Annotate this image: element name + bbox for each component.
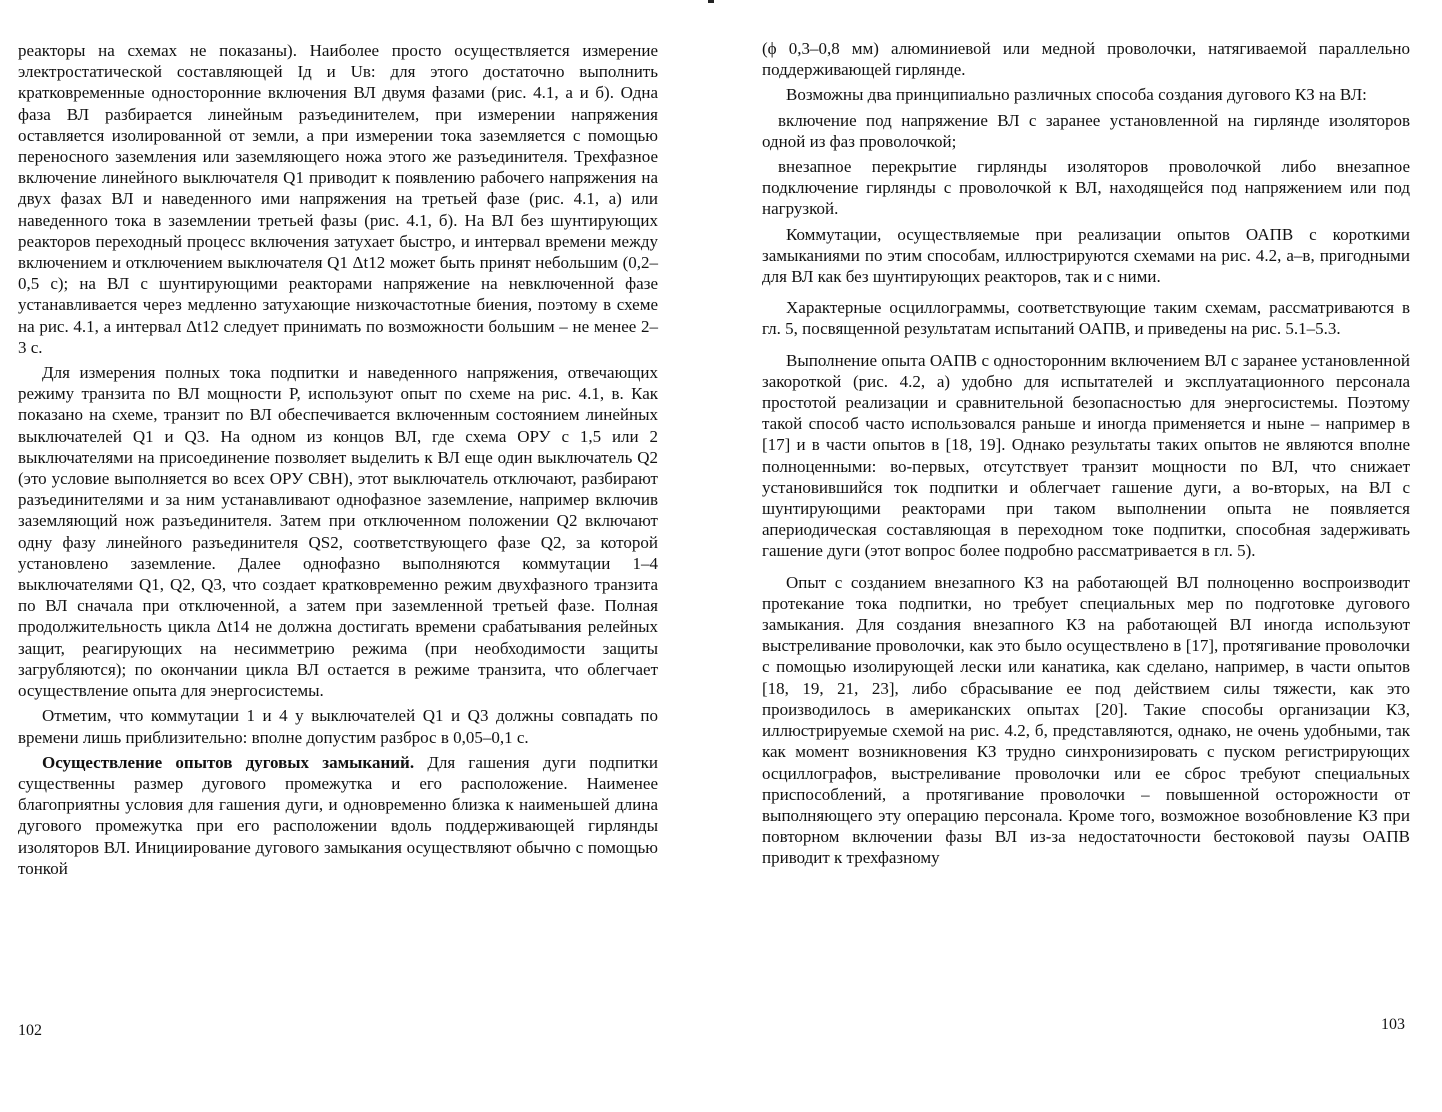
section-heading: Осуществление опытов дуговых замыканий.	[42, 752, 415, 772]
paragraph: Отметим, что коммутации 1 и 4 у выключателей Q1 и Q3 должны совпадать по времени лишь приблизительно: вполне допустим разброс в 0,05–0,1 с.	[18, 706, 658, 747]
paragraph: (ϕ 0,3–0,8 мм) алюминиевой или медной проволочки, натягиваемой параллельно поддерживающей гирлянде.	[762, 39, 1410, 80]
right-page	[762, 38, 1410, 873]
paragraph: Характерные осциллограммы, соответствующие таким схемам, рассматриваются в гл. 5, посвященной результатам испытаний ОАПВ, и приведены на рис. 5.1–5.3.	[762, 298, 1410, 339]
paragraph: Возможны два принципиально различных способа создания дугового КЗ на ВЛ:	[786, 85, 1367, 105]
page-number-left: 102	[18, 1022, 42, 1039]
paragraph: Выполнение опыта ОАПВ с односторонним включением ВЛ с заранее установленной закороткой (рис. 4.2, а) удобно для испытателей и эксплуатационного персонала простотой реализации и сравнительной безопасностью для энергосистемы. Поэтому такой способ часто использовался раньше и иногда применяется и ныне – например в [17] и в части опытов в [18, 19]. Однако результаты таких опытов не являются вполне полноценными: во-первых, отсутствует транзит мощности по ВЛ, что снижает установившийся ток подпитки и облегчает гашение дуги, а во-вторых, на ВЛ с шунтирующими реакторами при таком выполнении опыта не появляется апериодическая составляющая в переходном токе подпитки, способная задерживать гашение дуги (этот вопрос более подробно рассматривается в гл. 5).	[762, 350, 1410, 561]
page-number-right: 103	[1381, 1016, 1405, 1033]
paragraph: Коммутации, осуществляемые при реализации опытов ОАПВ с короткими замыканиями по этим способам, иллюстрируются схемами на рис. 4.2, а–в, пригодными для ВЛ как без шунтирующих реакторов, так и с ними.	[762, 224, 1410, 287]
list-item: внезапное перекрытие гирлянды изоляторов проволочкой либо внезапное подключение гирлянды с проволочкой к ВЛ, находящейся под напряжением или под нагрузкой.	[762, 157, 1410, 219]
list-item: включение под напряжение ВЛ с заранее установленной на гирлянде изоляторов одной из фаз проволочкой;	[762, 110, 1410, 151]
paragraph: Для измерения полных тока подпитки и наведенного напряжения, отвечающих режиму транзита по ВЛ мощности P, используют опыт по схеме на рис. 4.1, в. Как показано на схеме, транзит по ВЛ обеспечивается включенным состоянием линейных выключателей Q1 и Q3. На одном из концов ВЛ, где схема ОРУ с 1,5 или 2 выключателями на присоединение позволяет выделить к ВЛ еще один выключатель Q2 (это условие выполняется во всех ОРУ СВН), этот выключатель отключают, разбирают разъединителями и за ним устанавливают однофазное заземление, например включив заземляющий нож разъединителя. Затем при отключенном положении Q2 включают одну фазу линейного разъединителя QS2, соответствующего фазе Q2, за которой установлено заземление. Далее однофазно выполняются коммутации 1–4 выключателями Q1, Q2, Q3, что создает кратковременно режим двухфазного транзита по ВЛ сначала при отключенной, а затем при заземленной третьей фазе. Полная продолжительность цикла Δt14 не должна достигать времени срабатывания релейных защит, реагирующих на несимметрию режима (при необходимости защиты загрубляются); по окончании цикла ВЛ остается в режиме транзита, что облегчает осуществление опыта для энергосистемы.	[18, 363, 658, 701]
section-paragraph	[18, 752, 658, 879]
paragraph: Опыт с созданием внезапного КЗ на работающей ВЛ полноценно воспроизводит протекание тока подпитки, но требует специальных мер по подготовке дугового замыкания. Для создания внезапного КЗ на работающей ВЛ иногда используют выстреливание проволочки, как это было осуществлено в [17], протягивание проволочки с помощью изолирующей лески или канатика, как сделано, например, в части опытов [18, 19, 21, 23], либо сбрасывание ее под действием силы тяжести, как это производилось в американских опытах [20]. Такие способы организации КЗ, иллюстрируемые схемой на рис. 4.2, б, представляются, однако, не очень удобными, так как момент возникновения КЗ трудно синхронизировать с пуском регистрирующих осциллографов, выстреливание проволочки или ее сброс требуют специальных приспособлений, а протягивание проволочки – повышенной осторожности от выполняющего эту операцию персонала. Кроме того, возможное возобновление КЗ при повторном включении фазы ВЛ из-за недостаточности бестоковой паузы ОАПВ приводит к трехфазному	[762, 572, 1410, 868]
left-page	[18, 40, 658, 883]
section-paragraph-text: Для гашения дуги подпитки существенны размер дугового промежутка и его расположение. Наименее благоприятны условия для гашения дуги, и одновременно близка к наименьшей длина дугового промежутка при его расположении вдоль поддерживающей гирлянды изоляторов ВЛ. Инициирование дугового замыкания осуществляют обычно с помощью тонкой	[18, 752, 658, 878]
paragraph: реакторы на схемах не показаны). Наиболее просто осуществляется измерение электростатической составляющей Iд и Uв: для этого достаточно выполнить кратковременные односторонние включения ВЛ двумя фазами (рис. 4.1, а и б). Одна фаза ВЛ разбирается линейным разъединителем, при измерении напряжения оставляется изолированной от земли, а при измерении тока заземляется с помощью переносного заземления или заземляющего ножа этого же разъединителя. Трехфазное включение линейного выключателя Q1 приводит к появлению рабочего напряжения на двух фазах ВЛ и наведенного ими напряжения на третьей фазе (рис. 4.1, а) или наведенного тока в заземлении третьей фазы (рис. 4.1, б). На ВЛ без шунтирующих реакторов переходный процесс включения затухает быстро, и интервал времени между включением и отключением выключателя Q1 Δt12 может быть принят небольшим (0,2–0,5 с); на ВЛ с шунтирующими реакторами напряжение на невключенной фазе устанавливается через медленно затухающие низкочастотные биения, поэтому в схеме на рис. 4.1, а интервал Δt12 следует принимать по возможности большим – не менее 2–3 с.	[18, 41, 658, 357]
scan-mark	[708, 0, 714, 3]
